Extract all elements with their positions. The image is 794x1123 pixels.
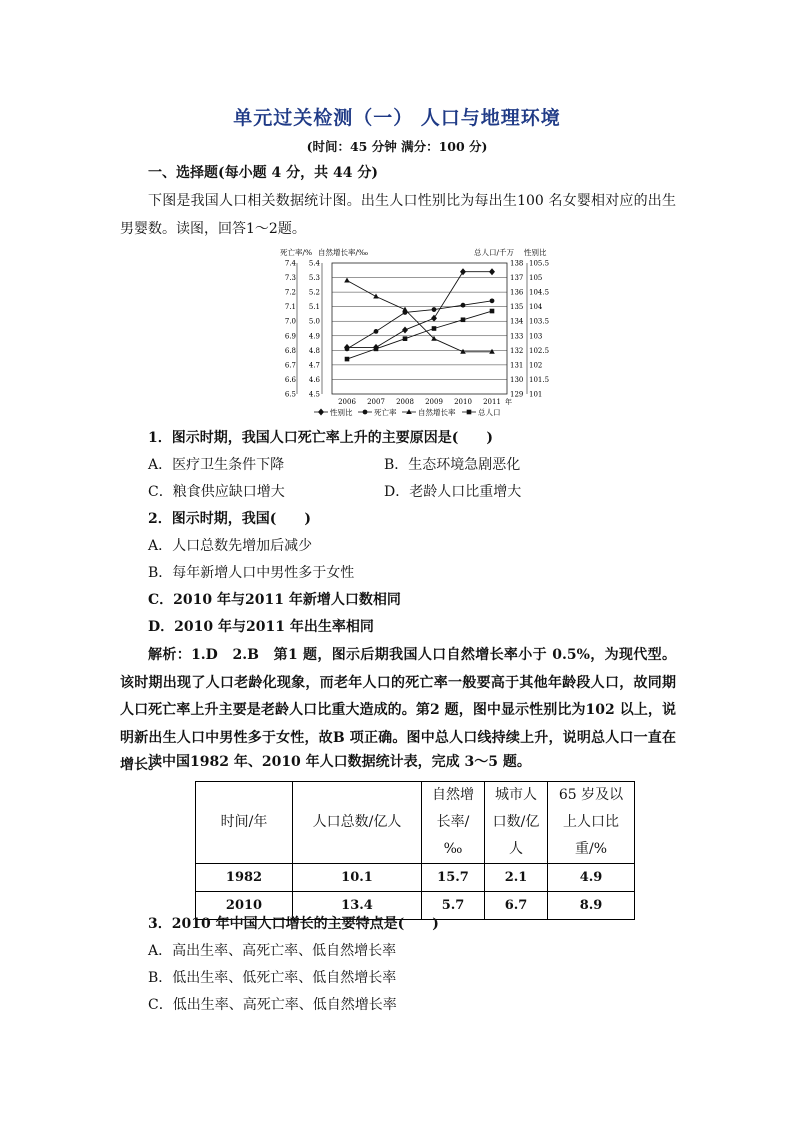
x-tick-label: 2011 bbox=[483, 398, 501, 406]
data-point bbox=[490, 298, 495, 303]
chart-intro: 下图是我国人口相关数据统计图。出生人口性别比为每出生100 名女婴相对应的出生男婴数。读图，回答1～2题。 bbox=[120, 193, 676, 237]
question-3-stem: 3．2010 年中国人口增长的主要特点是( ) bbox=[148, 916, 439, 932]
q2-option-c[interactable]: C．2010 年与2011 年新增人口数相同 bbox=[148, 592, 401, 608]
death-tick-label: 7.4 bbox=[284, 259, 296, 268]
growth-tick-label: 4.5 bbox=[308, 390, 320, 399]
cell-year: 2010 bbox=[196, 892, 293, 920]
death-tick-label: 7.2 bbox=[284, 288, 296, 297]
pop-tick-label: 136 bbox=[510, 288, 524, 297]
growth-tick-label: 5.4 bbox=[308, 259, 320, 268]
header-total: 人口总数/亿人 bbox=[293, 782, 422, 864]
cell-total: 13.4 bbox=[293, 892, 422, 920]
series-line bbox=[347, 280, 492, 351]
data-point bbox=[460, 268, 466, 275]
header-urban: 城市人口数/亿人 bbox=[485, 782, 548, 864]
ratio-tick-label: 101.5 bbox=[529, 375, 550, 384]
pop-tick-label: 137 bbox=[510, 274, 524, 283]
growth-tick-label: 5.3 bbox=[308, 274, 320, 283]
axis-ticks bbox=[285, 260, 549, 407]
pop-tick-label: 130 bbox=[510, 375, 524, 384]
analysis-label: 解析： bbox=[148, 647, 192, 663]
section-heading: 一、选择题(每小题 4 分，共 44 分) bbox=[148, 165, 378, 181]
death-tick-label: 7.0 bbox=[284, 317, 296, 326]
growth-tick-label: 4.7 bbox=[308, 361, 320, 370]
growth-tick-label: 4.6 bbox=[308, 375, 320, 384]
growth-tick-label: 5.0 bbox=[308, 317, 320, 326]
pop-tick-label: 138 bbox=[510, 259, 524, 268]
plot-frame bbox=[332, 263, 507, 394]
growth-tick-label: 5.2 bbox=[308, 288, 320, 297]
data-point bbox=[318, 409, 324, 416]
question-2-stem: 2．图示时期，我国( ) bbox=[148, 511, 311, 527]
data-point bbox=[363, 410, 368, 415]
chart-grid bbox=[297, 263, 527, 394]
table-header-row bbox=[196, 782, 635, 864]
death-tick-label: 6.6 bbox=[284, 375, 296, 384]
data-point bbox=[406, 409, 412, 414]
series-line bbox=[347, 301, 492, 349]
series-circle bbox=[345, 298, 495, 351]
cell-urban: 2.1 bbox=[485, 864, 548, 892]
chart-series bbox=[344, 268, 495, 361]
q1-option-d[interactable]: D．老龄人口比重增大 bbox=[384, 484, 522, 500]
data-point bbox=[374, 329, 379, 334]
legend-label: 死亡率 bbox=[374, 408, 397, 417]
q2-option-d[interactable]: D．2010 年与2011 年出生率相同 bbox=[148, 619, 374, 635]
analysis-text: 1.D 2.B 第1 题，图示后期我国人口自然增长率小于 0.5%，为现代型。该时期出现了人口老龄化现象，而老年人口的死亡率一般要高于其他年龄段人口，故同期人口死亡率上升主要是老龄人口比重大造成的。第2 题，图中显示性别比为102 以上，说明新出生人口中男性多于女性，故B 项正确。图中总人口线持续上升，说明总人口一直在增长。 bbox=[120, 647, 676, 773]
header-growth: 自然增长率/‰ bbox=[422, 782, 485, 864]
data-point bbox=[373, 293, 379, 298]
ratio-tick-label: 101 bbox=[529, 390, 543, 399]
data-point bbox=[467, 410, 472, 415]
legend-label: 性别比 bbox=[330, 408, 353, 417]
data-point bbox=[489, 268, 495, 275]
cell-total: 10.1 bbox=[293, 864, 422, 892]
ratio-tick-label: 104.5 bbox=[529, 288, 550, 297]
data-point bbox=[402, 326, 408, 333]
exam-info: (时间：45 分钟 满分：100 分) bbox=[306, 139, 488, 154]
question-1-stem: 1．图示时期，我国人口死亡率上升的主要原因是( ) bbox=[148, 430, 493, 446]
data-point bbox=[490, 309, 495, 314]
cell-urban: 6.7 bbox=[485, 892, 548, 920]
q3-option-c[interactable]: C．低出生率、高死亡率、低自然增长率 bbox=[148, 997, 397, 1013]
death-tick-label: 7.3 bbox=[284, 274, 296, 283]
cell-elderly: 8.9 bbox=[548, 892, 635, 920]
growth-axis-label: 自然增长率/‰ bbox=[318, 248, 369, 257]
legend-label: 自然增长率 bbox=[418, 408, 456, 417]
q2-option-a[interactable]: A．人口总数先增加后减少 bbox=[148, 538, 313, 554]
data-point bbox=[431, 315, 437, 322]
cell-growth: 5.7 bbox=[422, 892, 485, 920]
x-tick-label: 2007 bbox=[367, 398, 385, 406]
q1-option-c[interactable]: C．粮食供应缺口增大 bbox=[148, 484, 285, 500]
ratio-tick-label: 105.5 bbox=[529, 259, 550, 268]
pop-tick-label: 135 bbox=[510, 303, 524, 312]
header-elderly: 65 岁及以上人口比重/% bbox=[548, 782, 635, 864]
series-diamond bbox=[344, 268, 495, 351]
growth-tick-label: 4.9 bbox=[308, 332, 320, 341]
q2-option-b[interactable]: B．每年新增人口中男性多于女性 bbox=[148, 565, 355, 581]
growth-tick-label: 4.8 bbox=[308, 346, 320, 355]
ratio-tick-label: 103.5 bbox=[529, 317, 550, 326]
data-point bbox=[461, 303, 466, 308]
data-point bbox=[344, 277, 350, 282]
q3-option-a[interactable]: A．高出生率、高死亡率、低自然增长率 bbox=[148, 943, 397, 959]
data-point bbox=[345, 357, 350, 362]
pop-axis-label: 总人口/千万 bbox=[474, 248, 515, 257]
series-square bbox=[345, 309, 495, 362]
data-point bbox=[374, 347, 379, 352]
x-tick-label: 2006 bbox=[338, 398, 356, 406]
x-tick-label: 2010 bbox=[454, 398, 472, 406]
data-point bbox=[432, 326, 437, 331]
ratio-axis-label: 性别比 bbox=[524, 248, 547, 257]
chart-legend bbox=[314, 407, 501, 417]
cell-elderly: 4.9 bbox=[548, 864, 635, 892]
pop-tick-label: 129 bbox=[510, 390, 524, 399]
x-tick-label: 2008 bbox=[396, 398, 414, 406]
ratio-tick-label: 103 bbox=[529, 332, 543, 341]
death-axis-label: 死亡率/% bbox=[280, 248, 313, 257]
page-title: 单元过关检测（一） 人口与地理环境 bbox=[233, 107, 561, 129]
x-tick-label: 2009 bbox=[425, 398, 443, 406]
population-table bbox=[195, 781, 635, 920]
data-point bbox=[345, 346, 350, 351]
pop-tick-label: 133 bbox=[510, 332, 524, 341]
header-year: 时间/年 bbox=[196, 782, 293, 864]
ratio-tick-label: 105 bbox=[529, 274, 543, 283]
ratio-tick-label: 102 bbox=[529, 361, 543, 370]
legend-label: 总人口 bbox=[478, 408, 501, 417]
q1-option-a[interactable]: A．医疗卫生条件下降 bbox=[148, 457, 285, 473]
death-tick-label: 6.5 bbox=[284, 390, 296, 399]
q1-option-b[interactable]: B．生态环境急剧恶化 bbox=[384, 457, 521, 473]
x-unit-label: 年 bbox=[505, 398, 512, 406]
q3-option-b[interactable]: B．低出生率、低死亡率、低自然增长率 bbox=[148, 970, 397, 986]
pop-tick-label: 134 bbox=[510, 317, 524, 326]
data-point bbox=[403, 336, 408, 341]
death-tick-label: 6.8 bbox=[284, 346, 296, 355]
death-tick-label: 6.9 bbox=[284, 332, 296, 341]
data-point bbox=[461, 317, 466, 322]
cell-growth: 15.7 bbox=[422, 864, 485, 892]
axis-headers bbox=[280, 247, 547, 257]
table-row bbox=[196, 864, 635, 892]
pop-tick-label: 131 bbox=[510, 361, 524, 370]
death-tick-label: 6.7 bbox=[284, 361, 296, 370]
death-tick-label: 7.1 bbox=[284, 303, 296, 312]
data-point bbox=[489, 349, 495, 354]
table-intro: 读中国1982 年、2010 年人口数据统计表，完成 3～5 题。 bbox=[148, 754, 531, 770]
data-point bbox=[432, 307, 437, 312]
growth-tick-label: 5.1 bbox=[308, 303, 320, 312]
pop-tick-label: 132 bbox=[510, 346, 524, 355]
cell-year: 1982 bbox=[196, 864, 293, 892]
ratio-tick-label: 104 bbox=[529, 303, 543, 312]
ratio-tick-label: 102.5 bbox=[529, 346, 550, 355]
population-line-chart bbox=[262, 245, 552, 420]
series-triangle bbox=[344, 277, 495, 353]
